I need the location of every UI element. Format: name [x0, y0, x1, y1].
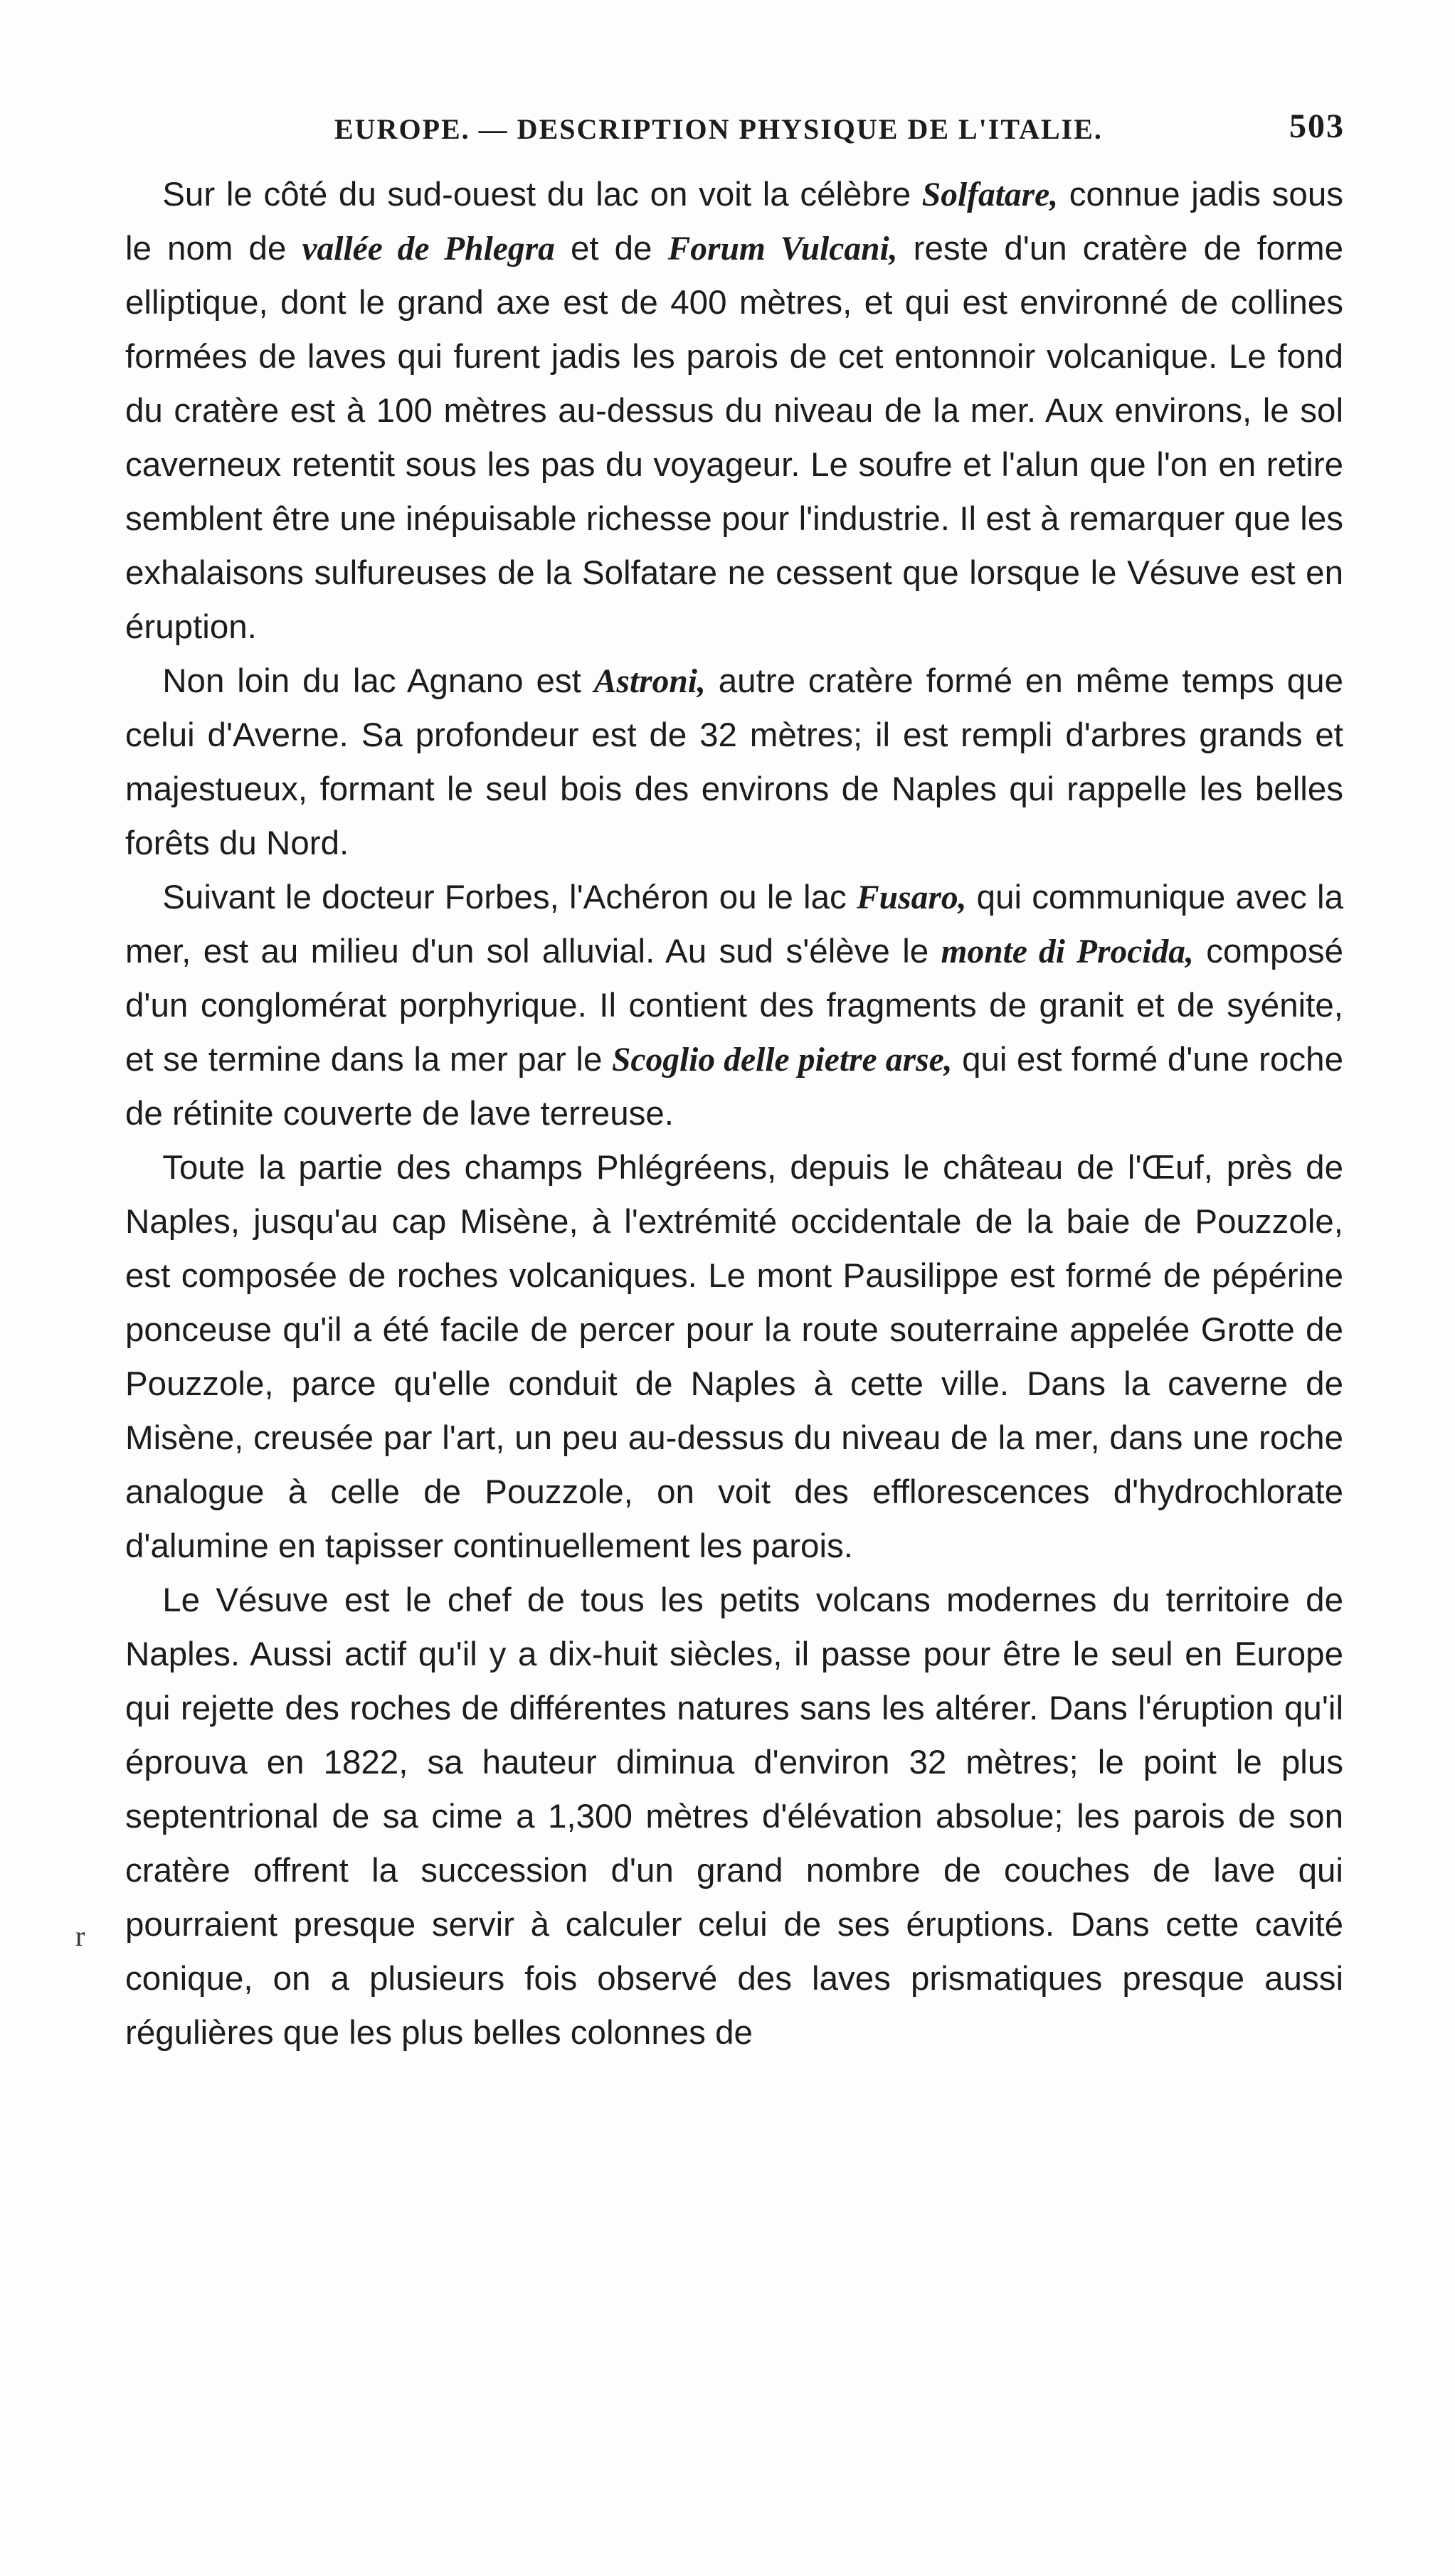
- text-run: Le Vésuve est le chef de tous les petits volcans modernes du territoire de Naples. Aussi actif qu'il y a dix-huit siècles, il passe pour être le seul en Europe qui rejette des roches de différentes natures sans les altérer. Dans l'éruption qu'il éprouva en 1822, sa hauteur diminua d'environ 32 mètres; le point le plus septentrional de sa cime a 1,300 mètres d'élévation absolue; les parois de son cratère offrent la succession d'un grand nombre de couches de lave qui pourraient presque servir à calculer celui de ses éruptions. Dans cette cavité conique, on a plusieurs fois observé des laves prismatiques presque aussi régulières que les plus belles colonnes de: [125, 1581, 1343, 2052]
- margin-mark: r: [75, 1920, 85, 1952]
- text-run: Non loin du lac Agnano est: [162, 662, 594, 700]
- paragraph: [125, 654, 1343, 871]
- text-run: qui est formé d'une roche de rétinite couverte de lave terreuse.: [125, 1041, 1343, 1133]
- text-run: Suivant le docteur Forbes, l'Achéron ou le lac: [162, 879, 857, 916]
- text-run: autre cratère formé en même temps que celui d'Averne. Sa profondeur est de 32 mètres; il est rempli d'arbres grands et majestueux, formant le seul bois des environs de Naples qui rappelle les belles forêts du Nord.: [125, 662, 1344, 862]
- text-run: composé d'un conglomérat porphyrique. Il contient des fragments de granit et de syénite, et se termine dans la mer par le: [125, 933, 1343, 1078]
- page-number: 503: [1289, 107, 1345, 145]
- text-run: Sur le côté du sud-ouest du lac on voit la célèbre: [162, 176, 922, 213]
- text-run: Toute la partie des champs Phlégréens, depuis le château de l'Œuf, près de Naples, jusqu'au cap Misène, à l'extrémité occidentale de la baie de Pouzzole, est composée de roches volcaniques. Le mont Pausilippe est formé de pépérine ponceuse qu'il a été facile de percer pour la route souterraine appelée Grotte de Pouzzole, parce qu'elle conduit de Naples à cette ville. Dans la caverne de Misène, creusée par l'art, un peu au-dessus du niveau de la mer, dans une roche analogue à celle de Pouzzole, on voit des efflorescences d'hydrochlorate d'alumine en tapisser continuellement les parois.: [125, 1149, 1343, 1565]
- italic-term: monte di Procida,: [941, 933, 1194, 970]
- paragraph: [125, 871, 1343, 1141]
- italic-term: Astroni,: [593, 663, 706, 700]
- italic-term: Scoglio delle pietre arse,: [611, 1041, 953, 1078]
- text-run: reste d'un cratère de forme elliptique, dont le grand axe est de 400 mètres, et qui est environné de collines formées de laves qui furent jadis les parois de cet entonnoir volcanique. Le fond du cratère est à 100 mètres au-dessus du niveau de la mer. Aux environs, le sol caverneux retentit sous les pas du voyageur. Le soufre et l'alun que l'on en retire semblent être une inépuisable richesse pour l'industrie. Il est à remarquer que les exhalaisons sulfureuses de la Solfatare ne cessent que lorsque le Vésuve est en éruption.: [125, 230, 1343, 646]
- italic-term: Fusaro,: [857, 879, 967, 916]
- italic-term: Solfatare,: [921, 176, 1059, 213]
- paragraph: [125, 1141, 1343, 1574]
- italic-term: Forum Vulcani,: [667, 230, 898, 267]
- italic-term: vallée de Phlegra: [302, 230, 555, 267]
- text-run: qui communique avec la mer, est au milieu d'un sol alluvial. Au sud s'élève le: [125, 879, 1343, 970]
- paragraph: [125, 1574, 1343, 2060]
- text-run: connue jadis sous le nom de: [125, 176, 1343, 267]
- body-text: [125, 168, 1343, 2501]
- running-header: [334, 107, 1345, 157]
- paragraph: [125, 168, 1343, 654]
- running-title: EUROPE. — DESCRIPTION PHYSIQUE DE L'ITALIE.: [334, 113, 1103, 145]
- text-run: et de: [554, 230, 668, 267]
